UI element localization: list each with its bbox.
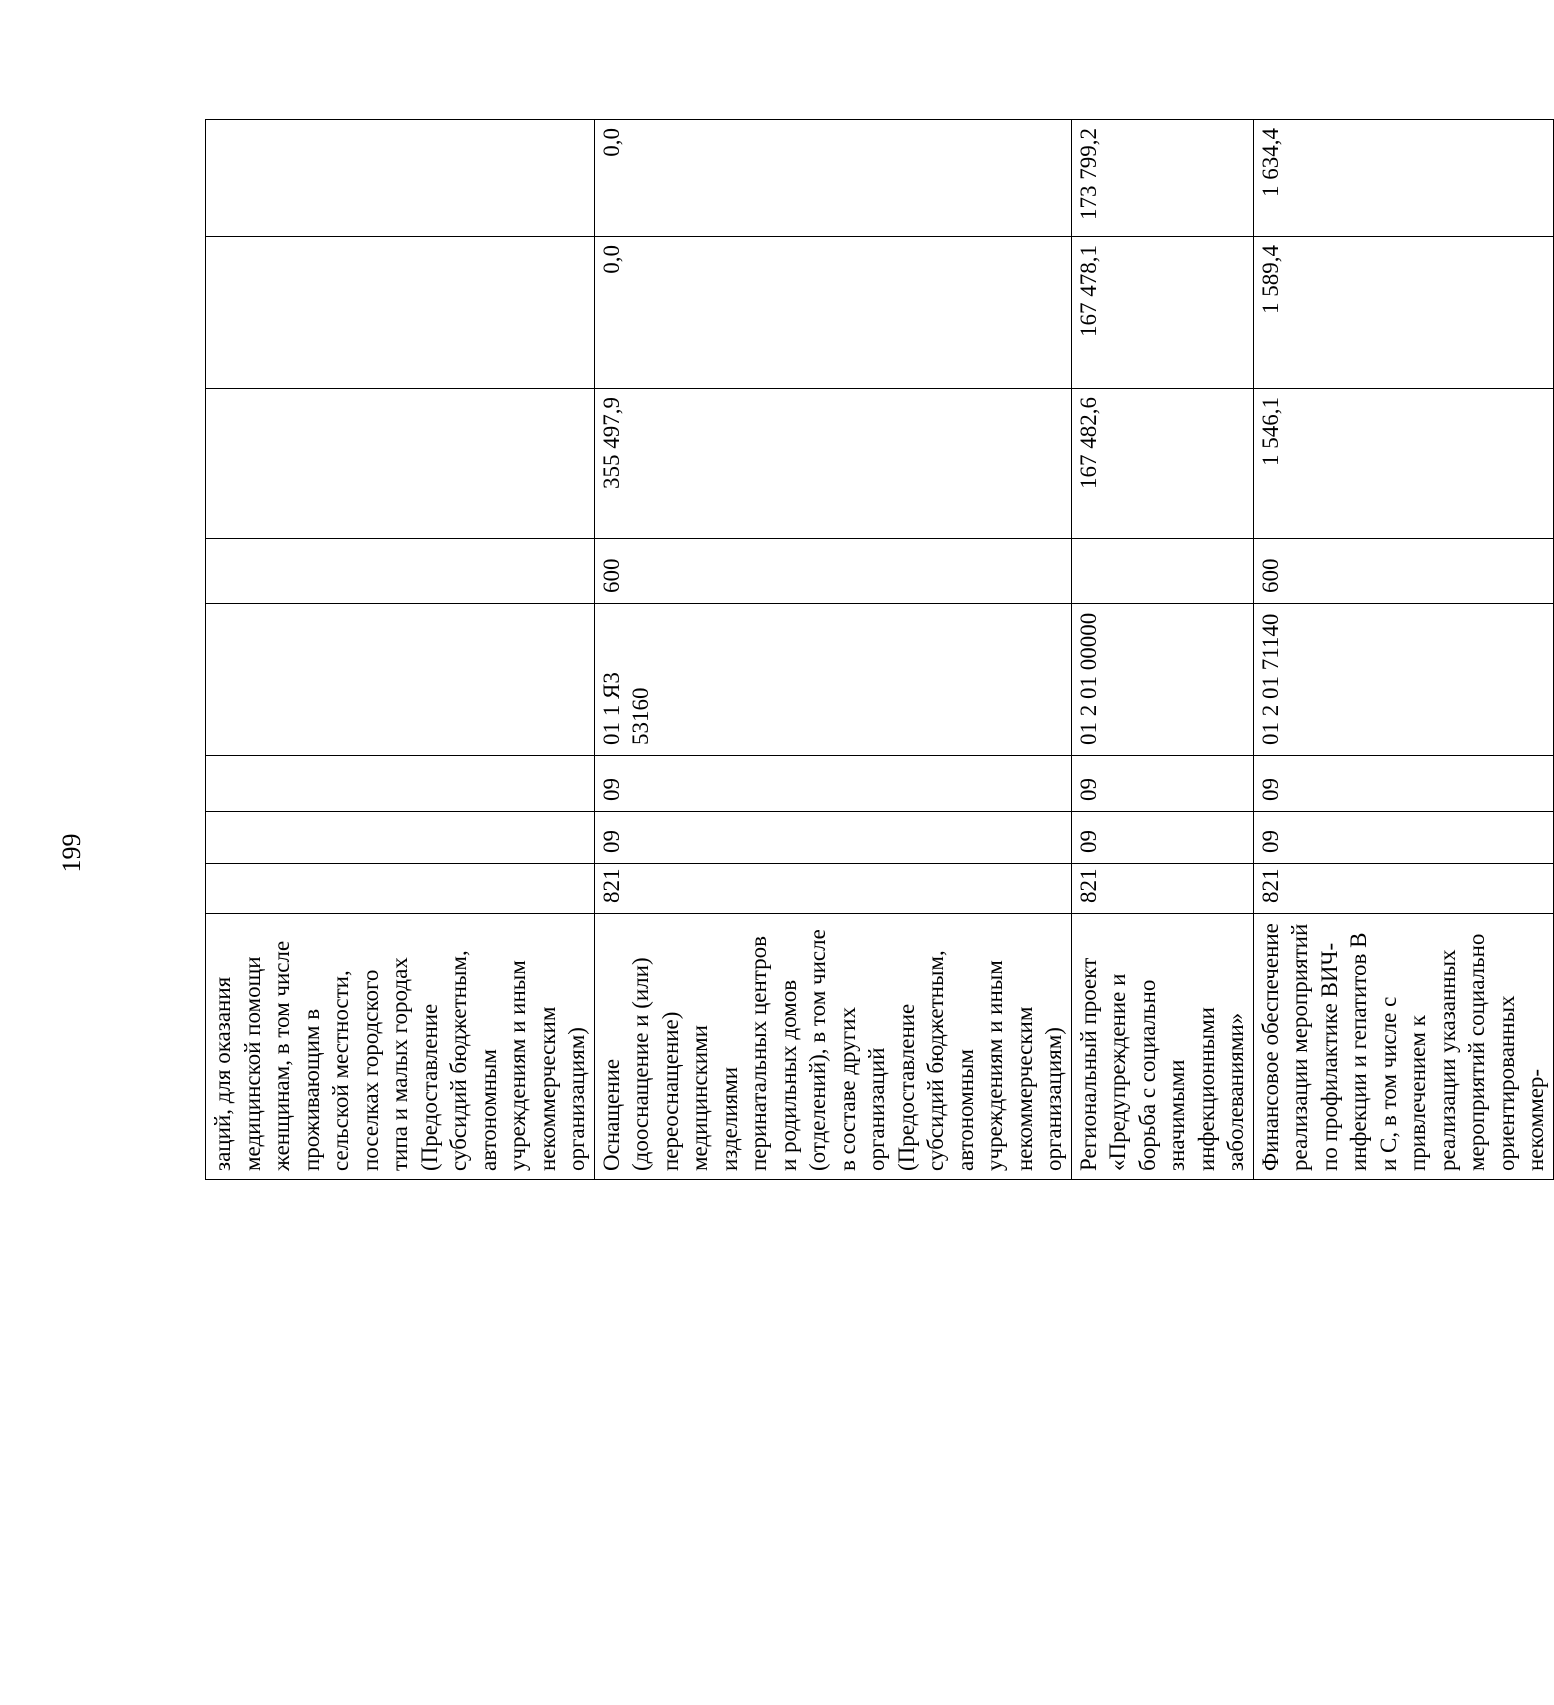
amount-year2-cell: 0,0 [594,237,1071,389]
amount-year3-cell [206,120,595,237]
subsection-cell: 09 [1253,756,1553,812]
amount-year2-cell: 167 478,1 [1071,237,1253,389]
grbs-cell: 821 [594,864,1071,914]
budget-table [205,119,1554,1180]
subsection-cell: 09 [594,756,1071,812]
target-article-cell: 01 2 01 00000 [1071,604,1253,756]
amount-year2-cell: 1 589,4 [1253,237,1553,389]
budget-table-rotated [205,120,1548,1180]
table-row [1071,120,1253,1180]
expense-type-cell: 600 [594,539,1071,604]
section-cell: 09 [594,812,1071,864]
page-number: 199 [57,833,86,873]
row-description: заций, для оказания медицинской помощи женщинам, в том числе проживающим в сельской местности, поселках городского типа и малых городах (Предоставление субсидий бюджетным, автономным учреждениям и иным некоммерческим организациям) [206,914,595,1180]
section-cell: 09 [1071,812,1253,864]
table-row [594,120,1071,1180]
amount-year1-cell: 355 497,9 [594,389,1071,539]
expense-type-cell: 600 [1253,539,1553,604]
row-description: Оснащение (дооснащение и (или) переоснащение) медицинскими изделиями перинатальных центров и родильных домов (отделений), в том числе в составе других организаций (Предоставление субсидий бюджетным, автономным учреждениям и иным некоммерческим организациям) [594,914,1071,1180]
target-article-cell [206,604,595,756]
amount-year1-cell [206,389,595,539]
row-description: Финансовое обеспечение реализации мероприятий по профилактике ВИЧ-инфекции и гепатитов В и С, в том числе с привлечением к реализации указанных мероприятий социально ориентированных некоммер- [1253,914,1553,1180]
amount-year3-cell: 0,0 [594,120,1071,237]
grbs-cell: 821 [1071,864,1253,914]
table-row [1253,120,1553,1180]
expense-type-cell [1071,539,1253,604]
amount-year3-cell: 173 799,2 [1071,120,1253,237]
amount-year1-cell: 167 482,6 [1071,389,1253,539]
amount-year3-cell: 1 634,4 [1253,120,1553,237]
section-cell: 09 [1253,812,1553,864]
subsection-cell: 09 [1071,756,1253,812]
target-article-cell: 01 2 01 71140 [1253,604,1553,756]
section-cell [206,812,595,864]
amount-year1-cell: 1 546,1 [1253,389,1553,539]
amount-year2-cell [206,237,595,389]
table-row [206,120,595,1180]
grbs-cell: 821 [1253,864,1553,914]
expense-type-cell [206,539,595,604]
grbs-cell [206,864,595,914]
target-article-cell: 01 1 Я3 53160 [594,604,1071,756]
subsection-cell [206,756,595,812]
row-description: Региональный проект «Предупреждение и борьба с социально значимыми инфекционными заболеваниями» [1071,914,1253,1180]
